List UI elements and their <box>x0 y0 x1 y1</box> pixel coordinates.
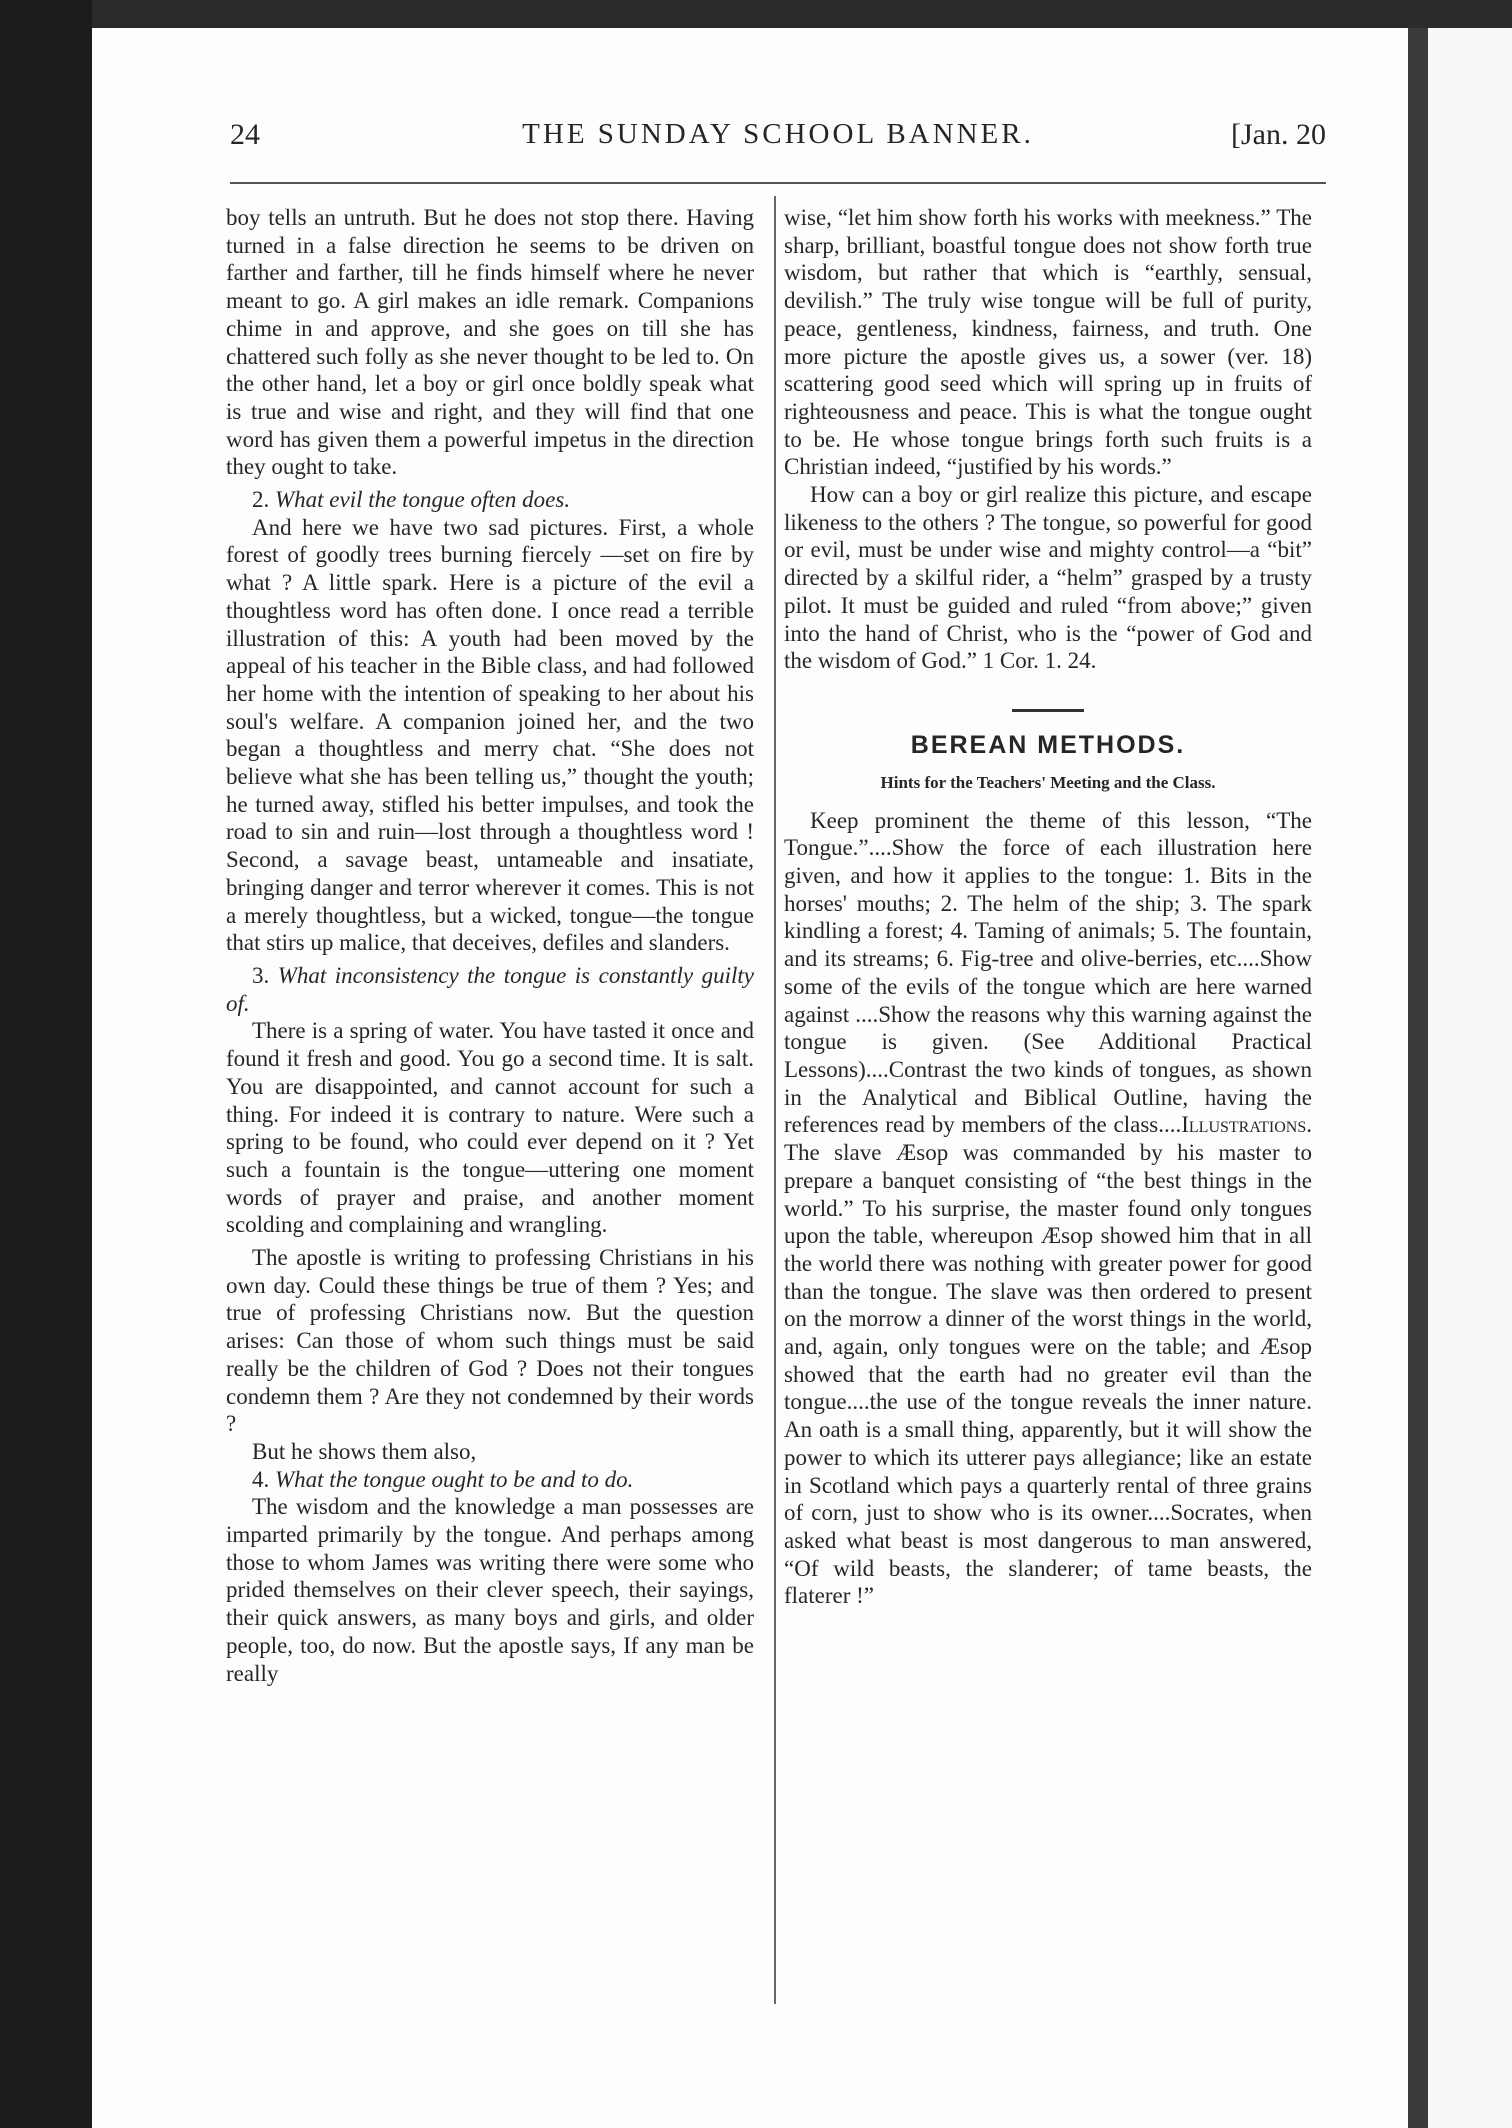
section-title: BEREAN METHODS. <box>910 730 1186 759</box>
subheading <box>226 962 754 1017</box>
journal-title: THE SUNDAY SCHOOL BANNER. <box>522 118 1034 150</box>
page-number: 24 <box>230 118 260 151</box>
paragraph-text: The slave Æsop was commanded by his master to prepare a banquet consisting of “the best things in the world.” To his surprise, the master found only tongues upon the table, whereupon Æsop showed him that in all the world there was nothing with greater power for good than the tongue. The slave was then ordered to present on the morrow a dinner of the worst things in the world, and, again, only tongues were on the table; and Æsop showed that the earth had no greater evil than the tongue....the use of the tongue reveals the inner nature. An oath is a small thing, apparently, but it will show the power to which its utterer pays allegiance; like an estate in Scotland which pays a quarterly rental of three grains of corn, just to show who is its owner....Socrates, when asked what beast is most dangerous to man answered, “Of wild beasts, the slanderer; of tame beasts, the flaterer !” <box>784 1140 1312 1609</box>
scan-left-border <box>0 0 92 2128</box>
subheading <box>226 1466 754 1494</box>
paragraph: And here we have two sad pictures. First, a whole forest of goodly trees burning fiercely —set on fire by what ? A little spark. Here is a picture of the evil a thoughtless word has often done. I once read a terrible illustration of this: A youth had been moved by the appeal of his teacher in the Bible class, and had followed her home with the intention of speaking to her about his soul's welfare. A companion joined her, and the two began a thoughtless and merry chat. “She does not believe what she has been telling us,” thought the youth; he turned away, stifled his better impulses, and took the road to sin and ruin—lost through a thoughtless word ! Second, a savage beast, untameable and insatiate, bringing danger and terror wherever it comes. This is not a merely thoughtless, but a wicked, tongue—the tongue that stirs up malice, that deceives, defiles and slanders. <box>226 514 754 956</box>
paragraph-text: Keep prominent the theme of this lesson, “The Tongue.”....Show the force of each illustration here given, and how it applies to the tongue: 1. Bits in the horses' mouths; 2. The helm of the ship; 3. The spark kindling a forest; 4. Taming of animals; 5. The fountain, and its streams; 6. Fig-tree and olive-berries, etc....Show some of the evils of the tongue which are here warned against ....Show the reasons why this warning against the tongue is given. (See Additional Practical Lessons)....Contrast the two kinds of tongues, as shown in the Analytical and Biblical Outline, having the references read by members of the class.... <box>784 807 1312 1138</box>
paragraph: But he shows them also, <box>252 1438 477 1464</box>
paragraph: The apostle is writing to professing Christians in his own day. Could these things be true of them ? Yes; and true of professing Christians now. But the question arises: Can those of whom such things must be said really be the children of God ? Does not their tongues condemn them ? Are they not condemned by their words ? <box>226 1245 754 1437</box>
paragraph: How can a boy or girl realize this picture, and escape likeness to the others ? The tongue, so powerful for good or evil, must be under wise and mighty control—a “bit” directed by a skilful rider, a “helm” grasped by a trusty pilot. It must be guided and ruled “from above;” given into the hand of Christ, who is the “power of God and the wisdom of God.” 1 Cor. 1. 24. <box>784 482 1312 674</box>
paragraph: There is a spring of water. You have tasted it once and found it fresh and good. You go a second time. It is salt. You are disappointed, and cannot account for such a thing. For indeed it is contrary to nature. Were such a spring to be found, who could ever depend on it ? Yet such a fountain is the tongue—uttering one moment words of prayer and praise, and another moment scolding and complaining and wrangling. <box>226 1018 754 1238</box>
subheading-number: 4. <box>252 1466 270 1492</box>
subheading-text: What the tongue ought to be and to do. <box>275 1466 634 1492</box>
subheading-number: 2. <box>252 487 270 513</box>
column-divider <box>774 196 776 2004</box>
subheading <box>226 486 754 514</box>
adjacent-page-edge <box>1428 28 1512 2128</box>
left-column <box>226 204 754 1687</box>
illustrations-label: Illustrations. <box>1181 1112 1312 1138</box>
paragraph <box>784 807 1312 1610</box>
scan-top-border <box>0 0 1512 28</box>
section-separator <box>1012 709 1084 712</box>
page-header <box>230 92 1326 152</box>
paragraph: wise, “let him show forth his works with meekness.” The sharp, brilliant, boastful tongue does not show forth true wisdom, but rather that which is “earthly, sensual, devilish.” The truly wise tongue will be full of purity, peace, gentleness, kindness, fairness, and truth. One more picture the apostle gives us, a sower (ver. 18) scattering good seed which will spring up in fruits of righteousness and peace. This is what the tongue ought to be. He whose tongue brings forth such fruits is a Christian indeed, “justified by his words.” <box>784 205 1312 480</box>
book-gutter <box>1408 28 1428 2128</box>
header-rule <box>230 182 1326 184</box>
subheading-text: What inconsistency the tongue is constantly guilty of. <box>226 962 754 1016</box>
subheading-number: 3. <box>252 962 270 988</box>
right-column <box>784 204 1312 1610</box>
paragraph: boy tells an untruth. But he does not stop there. Having turned in a false direction he seems to be driven on farther and farther, till he finds himself where he never meant to go. A girl makes an idle remark. Companions chime in and approve, and she goes on till she has chattered such folly as she never thought to be led to. On the other hand, let a boy or girl once boldly speak what is true and wise and right, and they will find that one word has given them a powerful impetus in the direction they ought to take. <box>226 205 754 480</box>
section-subtitle: Hints for the Teachers' Meeting and the Class. <box>880 772 1216 792</box>
issue-date: [Jan. 20 <box>1231 118 1326 151</box>
subheading-text: What evil the tongue often does. <box>275 487 571 513</box>
paragraph: The wisdom and the knowledge a man possesses are imparted primarily by the tongue. And perhaps among those to whom James was writing there were some who prided themselves on their clever speech, their sayings, their quick answers, as many boys and girls, and older people, too, do now. But the apostle says, If any man be really <box>226 1494 754 1686</box>
